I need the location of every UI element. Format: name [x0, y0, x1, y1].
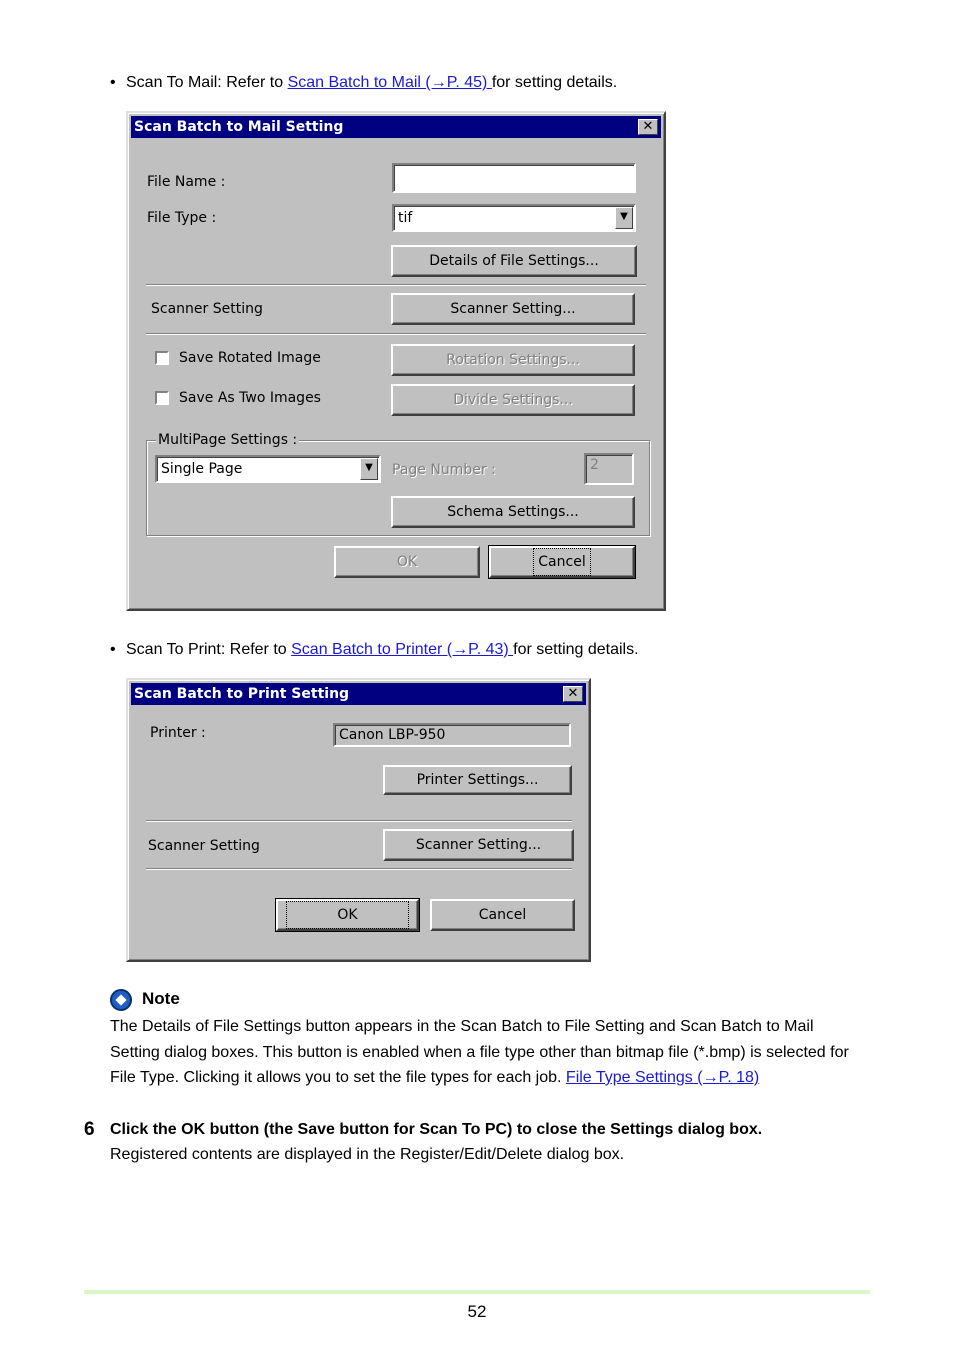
save-rotated-image-checkbox[interactable] — [155, 351, 169, 365]
rotation-settings-button[interactable]: Rotation Settings... — [391, 344, 635, 376]
bullet-dot: • — [110, 641, 116, 658]
separator — [146, 284, 646, 286]
separator — [146, 868, 572, 870]
note-line-1: The Details of File Settings button appears in the Scan Batch to File Setting and Scan Batch to Mail — [110, 1018, 814, 1035]
multipage-select[interactable] — [155, 455, 381, 483]
printer-value-field: Canon LBP-950 — [333, 723, 571, 747]
mail-dialog-title: Scan Batch to Mail Setting — [134, 119, 344, 135]
save-as-two-images-label: Save As Two Images — [179, 390, 321, 406]
note-line-3 — [110, 1068, 759, 1088]
note-heading: Note — [142, 989, 180, 1008]
bullet-dot: • — [110, 74, 116, 91]
note-line-3-text: File Type. Clicking it allows you to set the file types for each job. — [110, 1069, 566, 1086]
file-type-select[interactable] — [392, 204, 636, 232]
schema-settings-button[interactable]: Schema Settings... — [391, 496, 635, 528]
link-file-type-settings[interactable]: File Type Settings (→P. 18) — [565, 1069, 760, 1086]
ok-button[interactable]: OK — [334, 546, 480, 578]
link-scan-batch-to-printer[interactable]: Scan Batch to Printer (→P. 43) — [291, 641, 514, 658]
separator — [146, 333, 646, 335]
mail-setting-dialog — [126, 111, 666, 611]
bullet-text-suffix: for setting details. — [513, 641, 639, 658]
bullet-scan-to-print — [110, 641, 639, 659]
printer-settings-button[interactable]: Printer Settings... — [383, 765, 572, 795]
chevron-down-icon[interactable]: ▼ — [615, 207, 633, 229]
save-rotated-image-label: Save Rotated Image — [179, 350, 321, 366]
file-type-label: File Type : — [147, 210, 217, 226]
multipage-settings-title: MultiPage Settings : — [158, 432, 298, 448]
page-number: 52 — [467, 1302, 487, 1321]
page-number-label: Page Number : — [392, 462, 496, 478]
file-name-label: File Name : — [147, 174, 226, 190]
cancel-button[interactable] — [489, 546, 635, 578]
save-as-two-images-checkbox[interactable] — [155, 391, 169, 405]
bullet-text-prefix: Scan To Print: Refer to — [126, 641, 292, 658]
close-icon[interactable]: ✕ — [563, 686, 583, 702]
step-number: 6 — [84, 1119, 95, 1140]
close-icon[interactable]: ✕ — [638, 119, 658, 135]
scanner-setting-button[interactable]: Scanner Setting... — [391, 293, 635, 325]
footer-divider — [84, 1290, 870, 1294]
cancel-button[interactable]: Cancel — [430, 899, 575, 931]
step-instruction: Click the OK button (the Save button for Scan To PC) to close the Settings dialog box. — [110, 1121, 763, 1138]
bullet-scan-to-mail — [110, 74, 617, 92]
bullet-text-suffix: for setting details. — [491, 74, 618, 91]
divide-settings-button[interactable]: Divide Settings... — [391, 384, 635, 416]
ok-button[interactable] — [276, 899, 419, 931]
step-result: Registered contents are displayed in the Register/Edit/Delete dialog box. — [110, 1146, 625, 1163]
scanner-setting-label: Scanner Setting — [151, 301, 263, 317]
file-name-input[interactable] — [392, 163, 636, 193]
note-line-2: Setting dialog boxes. This button is enabled when a file type other than bitmap file (*.bmp) is selected for — [110, 1044, 849, 1061]
note-icon — [110, 989, 132, 1011]
print-dialog-title: Scan Batch to Print Setting — [134, 686, 350, 702]
print-setting-dialog — [126, 678, 591, 962]
bullet-text-prefix: Scan To Mail: Refer to — [126, 74, 288, 91]
mail-dialog-titlebar — [131, 116, 661, 138]
link-scan-batch-to-mail[interactable]: Scan Batch to Mail (→P. 45) — [287, 74, 492, 91]
ok-button-label: OK — [286, 901, 408, 929]
cancel-button-label: Cancel — [533, 548, 590, 576]
scanner-setting-button[interactable]: Scanner Setting... — [383, 829, 574, 861]
print-dialog-titlebar — [131, 683, 586, 705]
multipage-value: Single Page — [161, 461, 243, 477]
page-number-input[interactable]: 2 — [584, 453, 634, 485]
scanner-setting-label: Scanner Setting — [148, 838, 260, 854]
chevron-down-icon[interactable]: ▼ — [360, 458, 378, 480]
details-of-file-settings-button[interactable]: Details of File Settings... — [391, 245, 637, 277]
file-type-value: tif — [398, 210, 413, 226]
printer-label: Printer : — [150, 725, 206, 741]
separator — [146, 820, 572, 822]
